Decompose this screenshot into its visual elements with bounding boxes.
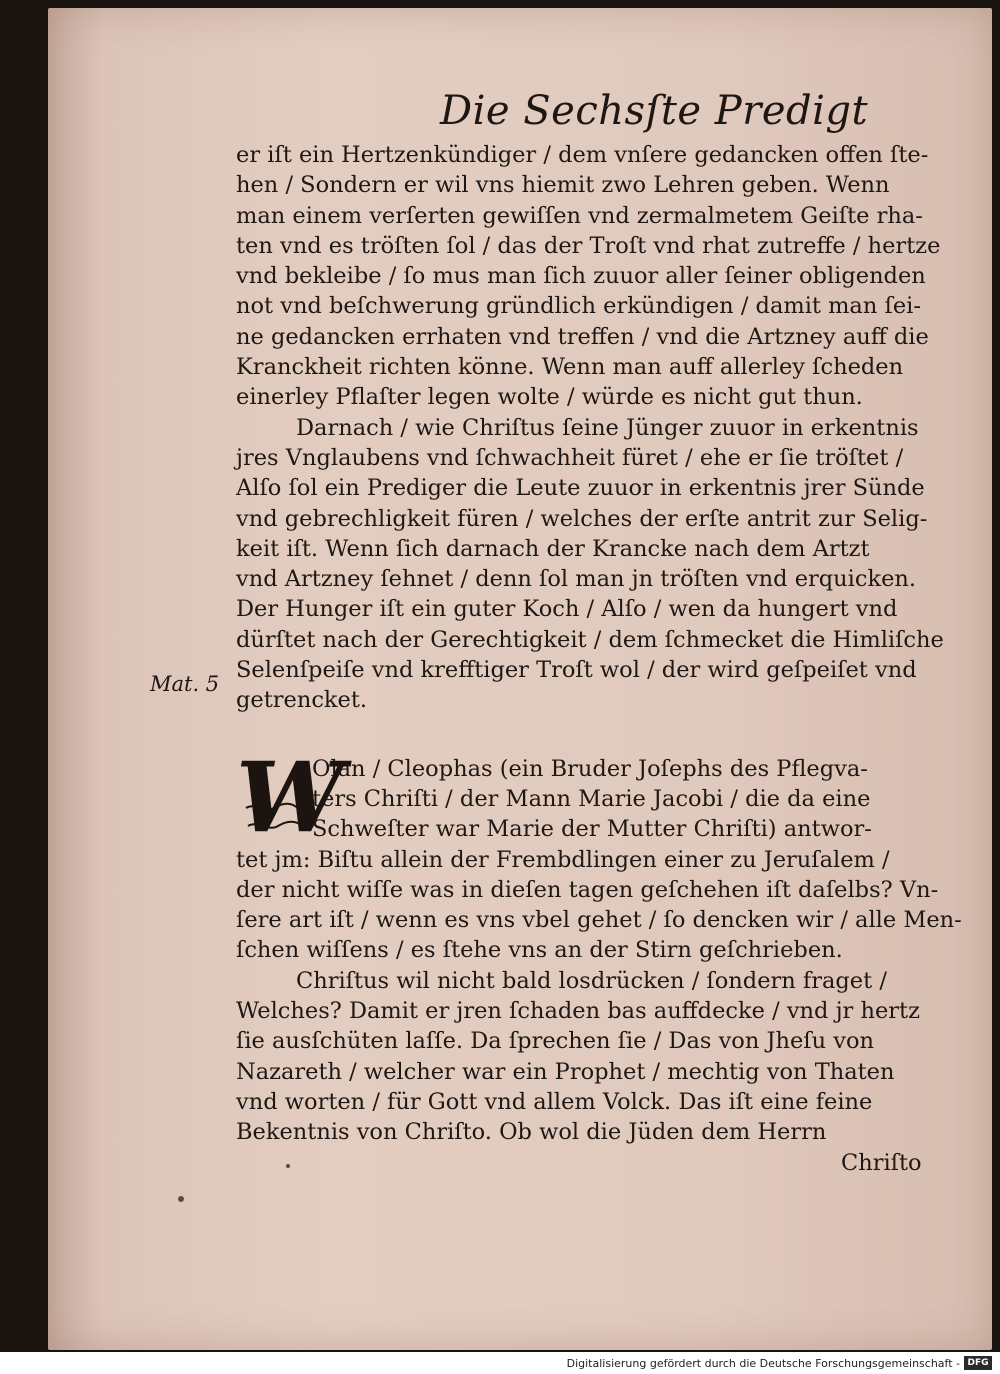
text-line: ne gedancken errhaten vnd treffen / vnd die Artzney auff die xyxy=(236,323,929,350)
catchword: Chriſto xyxy=(841,1149,922,1176)
text-line: Schweſter war Marie der Mutter Chriſti) antwor- xyxy=(312,816,872,843)
text-line: keit iſt. Wenn ſich darnach der Krancke nach dem Artzt xyxy=(236,535,870,562)
text-line: ſie ausſchüten laſſe. Da ſprechen ſie / Das von Jheſu von xyxy=(236,1028,875,1055)
footer-bar xyxy=(0,1352,1000,1374)
running-head: Die Sechsſte Predigt xyxy=(440,88,869,134)
text-line: Welches? Damit er jren ſchaden bas auffdecke / vnd jr hertz xyxy=(236,998,920,1025)
text-line: vnd Artzney ſehnet / denn ſol man jn tröſten vnd erquicken. xyxy=(236,566,917,593)
text-line: dürſtet nach der Gerechtigkeit / dem ſchmecket die Himliſche xyxy=(236,626,944,653)
text-line: vnd gebrechligkeit füren / welches der erſte antrit zur Selig- xyxy=(236,505,928,532)
text-line: ten vnd es tröſten ſol / das der Troſt vnd rhat zutreffe / hertze xyxy=(236,232,941,259)
text-line: Chriſtus wil nicht bald losdrücken / ſondern fraget / xyxy=(296,967,887,994)
text-line: ters Chriſti / der Mann Marie Jacobi / die da eine xyxy=(312,785,871,812)
text-line: der nicht wiſſe was in dieſen tagen geſchehen iſt daſelbs? Vn- xyxy=(236,876,939,903)
text-line: getrencket. xyxy=(236,687,368,714)
text-line: Selenſpeiſe vnd krefftiger Troſt wol / der wird geſpeiſet vnd xyxy=(236,657,917,684)
text-line: vnd bekleibe / ſo mus man ſich zuuor aller ſeiner obligenden xyxy=(236,263,926,290)
dfg-logo: DFG xyxy=(964,1356,992,1370)
text-line: einerley Pflaſter legen wolte / würde es nicht gut thun. xyxy=(236,384,863,411)
text-line: not vnd beſchwerung gründlich erkündigen / damit man ſei- xyxy=(236,293,921,320)
text-line: Darnach / wie Chriſtus ſeine Jünger zuuor in erkentnis xyxy=(296,414,919,441)
text-line: jres Vnglaubens vnd ſchwachheit füret / ehe er ſie tröſtet / xyxy=(236,444,904,471)
text-line: hen / Sondern er wil vns hiemit zwo Lehren geben. Wenn xyxy=(236,172,890,199)
body-text xyxy=(236,140,962,1178)
text-line: Nazareth / welcher war ein Prophet / mechtig von Thaten xyxy=(236,1058,895,1085)
text-line: ſchen wiſſens / es ſtehe vns an der Stirn geſchrieben. xyxy=(236,937,843,964)
text-line: Olan / Cleophas (ein Bruder Joſephs des Pflegva- xyxy=(312,755,868,782)
text-line: er iſt ein Hertzenkündiger / dem vnſere gedancken offen ſte- xyxy=(236,142,929,168)
text-line: ſere art iſt / wenn es vns vbel gehet / ſo dencken wir / alle Men- xyxy=(236,907,962,934)
paper-speck xyxy=(286,1164,290,1168)
drop-cap-initial: W xyxy=(236,741,344,854)
text-line: vnd worten / für Gott vnd allem Volck. Das iſt eine feine xyxy=(236,1088,873,1115)
paper-speck xyxy=(178,1196,184,1202)
text-line: man einem verſerten gewiſſen vnd zermalmetem Geiſte rha- xyxy=(236,202,923,229)
flourish-ornament-icon xyxy=(244,800,310,834)
text-line: tet jm: Biſtu allein der Frembdlingen einer zu Jeruſalem / xyxy=(236,846,890,873)
margin-note: Mat. 5 xyxy=(150,672,220,696)
text-line: Alſo ſol ein Prediger die Leute zuuor in erkentnis jrer Sünde xyxy=(236,475,925,502)
text-line: Der Hunger iſt ein guter Koch / Alſo / wen da hungert vnd xyxy=(236,596,898,623)
text-line: Kranckheit richten könne. Wenn man auff allerley ſcheden xyxy=(236,354,904,381)
text-line: Bekentnis von Chriſto. Ob wol die Jüden dem Herrn xyxy=(236,1119,827,1146)
footer-credit: Digitalisierung gefördert durch die Deutsche Forschungsgemeinschaft - xyxy=(566,1357,960,1370)
